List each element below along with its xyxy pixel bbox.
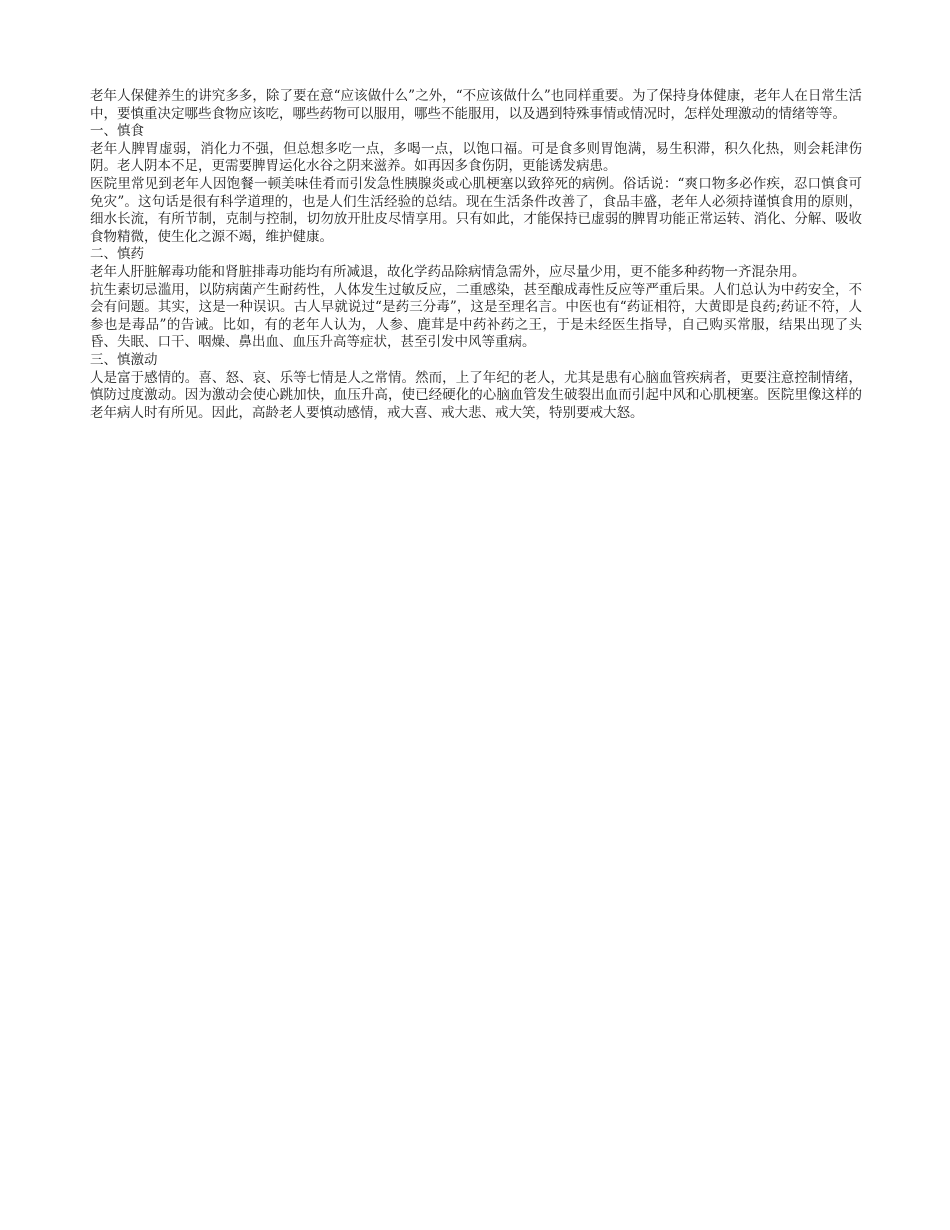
- diet-paragraph-1: 老年人脾胃虚弱，消化力不强，但总想多吃一点，多喝一点，以饱口福。可是食多则胃饱满，易生积滞，积久化热，则会耗津伤阴。老人阴本不足，更需要脾胃运化水谷之阴来滋养。如再因多食伤阴，更能诱发病患。: [90, 140, 862, 175]
- section-heading-medicine: 二、慎药: [90, 246, 144, 263]
- emotion-paragraph-1: 人是富于感情的。喜、怒、哀、乐等七情是人之常情。然而，上了年纪的老人，尤其是患有心脑血管疾病者，更要注意控制情绪，慎防过度激动。因为激动会使心跳加快，血压升高，使已经硬化的心脑血管发生破裂出血而引起中风和心肌梗塞。医院里像这样的老年病人时有所见。因此，高龄老人要慎动感情，戒大喜、戒大悲、戒大笑，特别要戒大怒。: [90, 369, 862, 421]
- document-body: [90, 88, 862, 422]
- medicine-paragraph-1: 老年人肝脏解毒功能和肾脏排毒功能均有所减退，故化学药品除病情急需外，应尽量少用，更不能多种药物一齐混杂用。: [90, 263, 806, 280]
- section-heading-emotion: 三、慎激动: [90, 351, 158, 368]
- medicine-paragraph-2: 抗生素切忌滥用，以防病菌产生耐药性，人体发生过敏反应，二重感染，甚至酿成毒性反应等严重后果。人们总认为中药安全，不会有问题。其实，这是一种误识。古人早就说过“是药三分毒”，这是至理名言。中医也有“药证相符，大黄即是良药;药证不符，人参也是毒品”的告诫。比如，有的老年人认为，人参、鹿茸是中药补药之王，于是未经医生指导，自己购买常服，结果出现了头昏、失眠、口干、咽燥、鼻出血、血压升高等症状，甚至引发中风等重病。: [90, 281, 862, 351]
- intro-paragraph: 老年人保健养生的讲究多多，除了要在意“应该做什么”之外，“不应该做什么”也同样重要。为了保持身体健康，老年人在日常生活中，要慎重决定哪些食物应该吃，哪些药物可以服用，哪些不能服用，以及遇到特殊事情或情况时，怎样处理激动的情绪等等。: [90, 88, 862, 122]
- section-heading-diet: 一、慎食: [90, 123, 144, 140]
- diet-paragraph-2: 医院里常见到老年人因饱餐一顿美味佳肴而引发急性胰腺炎或心肌梗塞以致猝死的病例。俗话说：“爽口物多必作疾，忍口慎食可免灾”。这句话是很有科学道理的，也是人们生活经验的总结。现在生活条件改善了，食品丰盛，老年人必须持谨慎食用的原则，细水长流，有所节制，克制与控制，切勿放开肚皮尽情享用。只有如此，才能保持已虚弱的脾胃功能正常运转、消化、分解、吸收食物精微，使生化之源不竭，维护健康。: [90, 175, 862, 245]
